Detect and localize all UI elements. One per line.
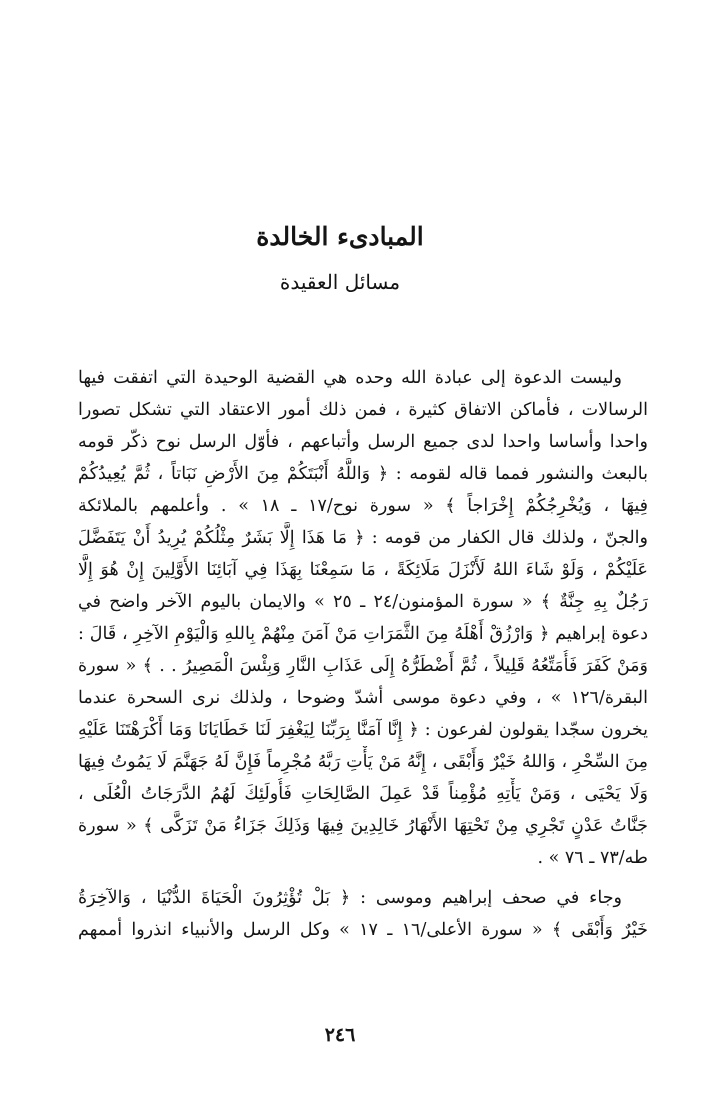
- text-line: وَمَنْ كَفَرَ فَأُمَتِّعُهُ قَلِيلاً ، ثُمَّ أَضْطَرُّهُ إِلَى عَذَابِ النَّارِ وَبِئْسَ الْمَصِيرُ . . ﴾ « سورة: [78, 656, 648, 676]
- text-line: دعوة إبراهيم ﴿ وَارْزُقْ أَهْلَهُ مِنَ الثَّمَرَاتِ مَنْ آمَنَ مِنْهُمْ بِاللهِ وَالْيَوْمِ الآخِرِ ، قَالَ :: [78, 624, 648, 644]
- text-line: واحدا وأساسا واحدا لدى جميع الرسل وأتباعهم ، فأوّل الرسل نوح ذكّر قومه: [78, 432, 648, 452]
- chapter-title: المبادىء الخالدة: [256, 222, 424, 251]
- text-line: وجاء في صحف إبراهيم وموسى : ﴿ بَلْ تُؤْثِرُونَ الْحَيَاةَ الدُّنْيَا ، وَالآخِرَةُ: [78, 888, 622, 908]
- text-line: خَيْرٌ وَأَبْقَى ﴾ « سورة الأعلى/١٦ ـ ١٧ » وكل الرسل والأنبياء انذروا أممهم: [78, 920, 648, 940]
- text-line: وليست الدعوة إلى عبادة الله وحده هي القضية الوحيدة التي اتفقت فيها: [78, 368, 622, 388]
- page-number: ٢٤٦: [324, 1024, 356, 1046]
- text-line: والجنّ ، ولذلك قال الكفار من قومه : ﴿ مَا هَذَا إِلَّا بَشَرٌ مِثْلُكُمْ يُرِيدُ أَنْ يَتَفَضَّلَ: [78, 528, 648, 548]
- text-line: البقرة/١٢٦ » ، وفي دعوة موسى أشدّ وضوحا ، ولذلك نرى السحرة عندما: [78, 688, 648, 708]
- section-subtitle: مسائل العقيدة: [279, 270, 401, 294]
- text-line: يخرون سجّدا يقولون لفرعون : ﴿ إِنَّا آمَنَّا بِرَبِّنَا لِيَغْفِرَ لَنَا خَطَايَانَا وَمَا أَكْرَهْتَنَا عَلَيْهِ: [78, 720, 648, 740]
- text-line: بالبعث والنشور فمما قاله لقومه : ﴿ وَاللَّهُ أَنْبَتَكُمْ مِنَ الأَرْضِ نَبَاتاً ، ثُمَّ يُعِيدُكُمْ: [78, 464, 648, 484]
- text-line: وَلَا يَحْيَى ، وَمَنْ يَأْتِهِ مُؤْمِناً قَدْ عَمِلَ الصَّالِحَاتِ فَأُولَئِكَ لَهُمُ الدَّرَجَاتُ الْعُلَى ،: [78, 784, 648, 804]
- text-line: رَجُلٌ بِهِ جِنَّةٌ ﴾ « سورة المؤمنون/٢٤ ـ ٢٥ » والايمان باليوم الآخر واضح في: [78, 592, 648, 612]
- paragraph-gap: [78, 874, 648, 882]
- text-line: طه/٧٣ ـ ٧٦ » .: [537, 848, 648, 868]
- text-line: جَنَّاتُ عَدْنٍ تَجْرِي مِنْ تَحْتِهَا الأَنْهَارُ خَالِدِينَ فِيهَا وَذَلِكَ جَزَاءُ مَنْ تَزَكَّى ﴾ « سورة: [78, 816, 648, 836]
- text-line: مِنَ السِّحْرِ ، وَاللهُ خَيْرٌ وَأَبْقَى ، إِنَّهُ مَنْ يَأْتِ رَبَّهُ مُجْرِماً فَإِنَّ لَهُ جَهَنَّمَ لَا يَمُوتُ فِيهَا: [78, 752, 648, 772]
- body-text: [78, 362, 648, 946]
- text-line: الرسالات ، فأماكن الاتفاق كثيرة ، فمن ذلك أمور الاعتقاد التي تشكل تصورا: [78, 400, 648, 420]
- text-line: فِيهَا ، وَيُخْرِجُكُمْ إِخْرَاجاً ﴾ « سورة نوح/١٧ ـ ١٨ » . وأعلمهم بالملائكة: [78, 496, 648, 516]
- text-line: عَلَيْكُمْ ، وَلَوْ شَاءَ اللهُ لَأَنْزَلَ مَلَائِكَةً ، مَا سَمِعْنَا بِهَذَا فِي آبَائِنَا الأَوَّلِينَ إِنْ هُوَ إِلَّا: [78, 560, 648, 580]
